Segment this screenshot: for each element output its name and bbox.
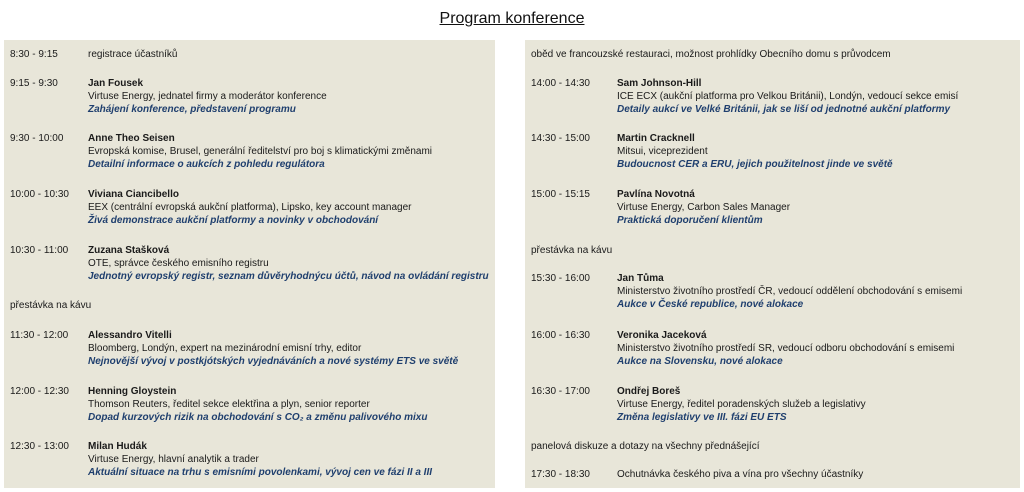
- time-slot: 10:30 - 11:00: [10, 245, 69, 256]
- session-label: registrace účastníků: [88, 49, 178, 60]
- time-slot: 10:00 - 10:30: [10, 189, 69, 200]
- time-slot: 15:30 - 16:00: [531, 273, 590, 284]
- time-slot: 17:30 - 18:30: [531, 469, 590, 480]
- break-label: přestávka na kávu: [10, 300, 92, 311]
- talk-topic: Aktuální situace na trhu s emisními povolenkami, vývoj cen ve fázi II a III: [88, 467, 433, 478]
- speaker-affiliation: EEX (centrální evropská aukční platforma), Lipsko, key account manager: [88, 202, 412, 213]
- speaker-name: Jan Fousek: [88, 78, 144, 89]
- speaker-name: Veronika Jaceková: [617, 330, 707, 341]
- speaker-affiliation: Virtuse Energy, ředitel poradenských služeb a legislativy: [617, 399, 866, 410]
- speaker-affiliation: Virtuse Energy, hlavní analytik a trader: [88, 454, 259, 465]
- talk-topic: Živá demonstrace aukční platformy a novinky v obchodování: [88, 215, 379, 226]
- speaker-affiliation: Thomson Reuters, ředitel sekce elektřina a plyn, senior reporter: [88, 399, 370, 410]
- talk-topic: Změna legislativy ve III. fázi EU ETS: [617, 412, 787, 423]
- speaker-name: Milan Hudák: [88, 441, 147, 452]
- talk-topic: Nejnovější vývoj v postkjótských vyjednáváních a nové systémy ETS ve světě: [88, 356, 459, 367]
- speaker-name: Sam Johnson-Hill: [617, 78, 702, 89]
- break-label: oběd ve francouzské restauraci, možnost prohlídky Obecního domu s průvodcem: [531, 49, 891, 60]
- speaker-name: Zuzana Stašková: [88, 245, 170, 256]
- talk-topic: Aukce v České republice, nové alokace: [617, 299, 804, 310]
- speaker-name: Jan Tůma: [617, 273, 664, 284]
- talk-topic: Budoucnost CER a ERU, jejich použitelnost jinde ve světě: [617, 159, 893, 170]
- speaker-name: Ondřej Boreš: [617, 386, 681, 397]
- talk-topic: Jednotný evropský registr, seznam důvěryhodnýcu účtů, návod na ovládání registru: [88, 271, 489, 282]
- time-slot: 12:00 - 12:30: [10, 386, 69, 397]
- schedule-right-column: [525, 40, 1020, 488]
- speaker-affiliation: ICE ECX (aukční platforma pro Velkou Británii), Londýn, vedoucí sekce emisí: [617, 91, 959, 102]
- break-label: přestávka na kávu: [531, 245, 613, 256]
- time-slot: 16:30 - 17:00: [531, 386, 590, 397]
- break-label: panelová diskuze a dotazy na všechny přednášející: [531, 441, 760, 452]
- time-slot: 11:30 - 12:00: [10, 330, 69, 341]
- time-slot: 15:00 - 15:15: [531, 189, 590, 200]
- session-label: Ochutnávka českého piva a vína pro všechny účastníky: [617, 469, 864, 480]
- speaker-name: Henning Gloystein: [88, 386, 177, 397]
- talk-topic: Detailní informace o aukcích z pohledu regulátora: [88, 159, 325, 170]
- time-slot: 14:30 - 15:00: [531, 133, 590, 144]
- speaker-affiliation: Ministerstvo životního prostředí ČR, vedoucí oddělení obchodování s emisemi: [617, 286, 963, 297]
- page-title: Program konference: [439, 10, 585, 27]
- time-slot: 9:15 - 9:30: [10, 78, 58, 89]
- time-slot: 14:00 - 14:30: [531, 78, 590, 89]
- time-slot: 16:00 - 16:30: [531, 330, 590, 341]
- speaker-affiliation: Evropská komise, Brusel, generální ředitelství pro boj s klimatickými změnami: [88, 146, 433, 157]
- time-slot: 8:30 - 9:15: [10, 49, 58, 60]
- speaker-name: Anne Theo Seisen: [88, 133, 175, 144]
- schedule-left-column: [4, 40, 495, 488]
- talk-topic: Dopad kurzových rizik na obchodování s CO₂ a změnu palivového mixu: [88, 412, 428, 423]
- speaker-affiliation: Bloomberg, Londýn, expert na mezinárodní emisní trhy, editor: [88, 343, 362, 354]
- speaker-affiliation: Mitsui, viceprezident: [617, 146, 708, 157]
- speaker-name: Alessandro Vitelli: [88, 330, 172, 341]
- speaker-affiliation: Virtuse Energy, Carbon Sales Manager: [617, 202, 791, 213]
- speaker-affiliation: Virtuse Energy, jednatel firmy a moderátor konference: [88, 91, 327, 102]
- talk-topic: Zahájení konference, představení programu: [88, 104, 296, 115]
- speaker-name: Pavlína Novotná: [617, 189, 695, 200]
- talk-topic: Detaily aukcí ve Velké Británii, jak se liší od jednotné aukční platformy: [617, 104, 951, 115]
- time-slot: 12:30 - 13:00: [10, 441, 69, 452]
- speaker-affiliation: Ministerstvo životního prostředí SR, vedoucí odboru obchodování s emisemi: [617, 343, 955, 354]
- talk-topic: Praktická doporučení klientům: [617, 215, 763, 226]
- talk-topic: Aukce na Slovensku, nové alokace: [617, 356, 783, 367]
- time-slot: 9:30 - 10:00: [10, 133, 64, 144]
- speaker-name: Viviana Ciancibello: [88, 189, 179, 200]
- speaker-affiliation: OTE, správce českého emisního registru: [88, 258, 269, 269]
- speaker-name: Martin Cracknell: [617, 133, 695, 144]
